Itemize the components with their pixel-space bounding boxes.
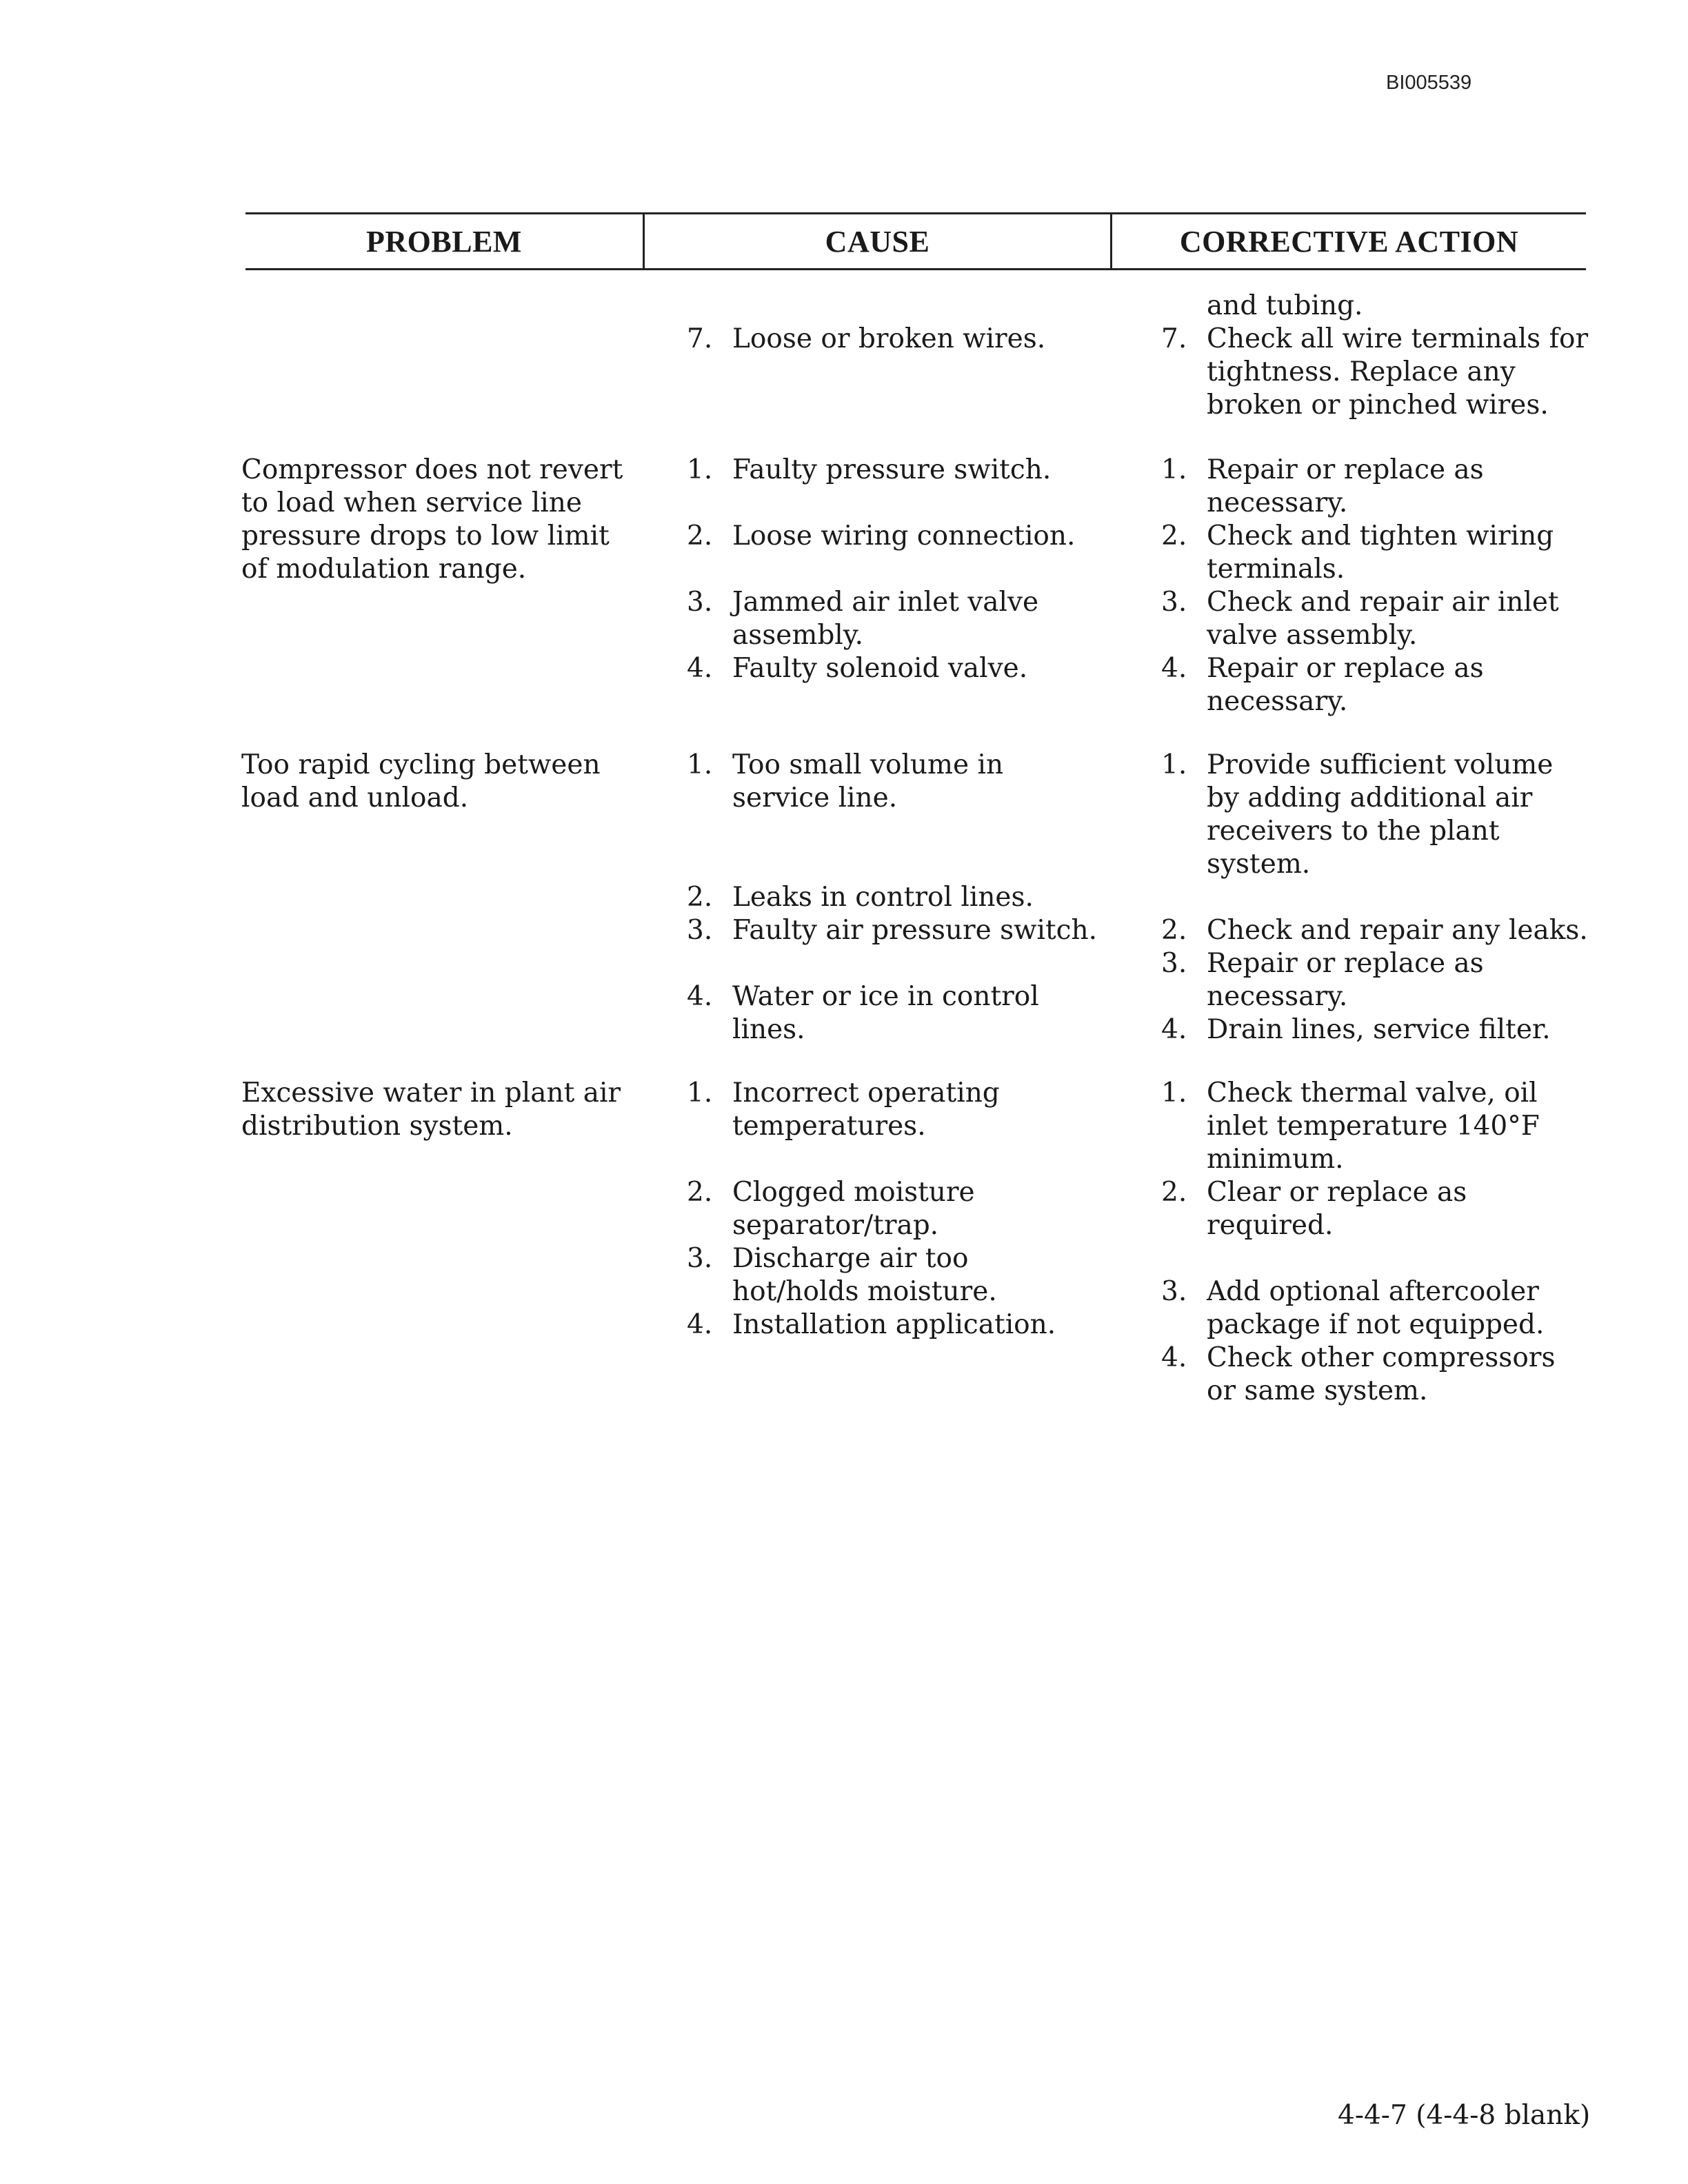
cause-item — [687, 520, 1101, 553]
action-item — [1161, 1176, 1589, 1242]
action-cell — [1161, 749, 1589, 1046]
cause-text: Faulty air pressure switch. — [732, 915, 1097, 946]
cause-item — [687, 1242, 1101, 1308]
cause-item — [687, 1077, 1101, 1143]
cause-number: 2. — [687, 882, 713, 913]
action-number: 4. — [1161, 1342, 1187, 1373]
cause-item — [687, 914, 1101, 947]
action-text: Repair or replace as necessary. — [1207, 948, 1484, 1012]
action-text: Clear or replace as required. — [1207, 1177, 1467, 1241]
cause-number: 4. — [687, 1309, 713, 1340]
action-item — [1161, 1077, 1589, 1176]
cause-text: Discharge air too hot/holds moisture. — [732, 1243, 997, 1307]
cause-number: 4. — [687, 981, 713, 1012]
cause-text: Clogged moisture separator/trap. — [732, 1177, 975, 1241]
cause-number: 3. — [687, 915, 713, 946]
cause-number: 2. — [687, 520, 713, 552]
action-item — [1161, 947, 1589, 1013]
header-problem: PROBLEM — [366, 225, 522, 259]
action-text: Repair or replace as necessary. — [1207, 454, 1484, 518]
cause-item — [687, 980, 1101, 1046]
action-text: Repair or replace as necessary. — [1207, 653, 1484, 717]
problem-cell: Compressor does not revert to load when service line pressure drops to low limit of modulation range. — [241, 454, 623, 585]
cause-item — [687, 749, 1101, 815]
cause-cell — [687, 1077, 1101, 1342]
cause-text: Water or ice in control lines. — [732, 981, 1039, 1045]
cause-text: Incorrect operating temperatures. — [732, 1078, 1000, 1142]
cause-number: 7. — [687, 323, 713, 354]
action-text: Add optional aftercooler package if not equipped. — [1207, 1276, 1545, 1340]
action-item — [1161, 1342, 1589, 1408]
action-number: 2. — [1161, 1177, 1187, 1208]
cause-text: Loose wiring connection. — [732, 520, 1076, 552]
action-item — [1161, 652, 1589, 718]
action-cell — [1161, 290, 1589, 422]
action-text: Check other compressors or same system. — [1207, 1342, 1556, 1406]
cause-item — [687, 323, 1101, 356]
action-number: 1. — [1161, 1078, 1187, 1109]
cause-item — [687, 652, 1101, 685]
action-cell — [1161, 454, 1589, 718]
cause-text: Too small volume in service line. — [732, 749, 1004, 813]
cause-number: 1. — [687, 1078, 713, 1109]
cause-number: 1. — [687, 454, 713, 485]
cause-item — [687, 1308, 1101, 1342]
cause-cell — [687, 749, 1101, 1046]
action-text: Check all wire terminals for tightness. Replace any broken or pinched wires. — [1207, 323, 1589, 421]
problem-cell: Too rapid cycling between load and unload. — [241, 749, 601, 813]
action-text: Provide sufficient volume by adding additional air receivers to the plant system. — [1207, 749, 1554, 880]
cause-item — [687, 881, 1101, 914]
action-number: 1. — [1161, 749, 1187, 780]
cause-cell — [687, 323, 1101, 356]
action-number: 1. — [1161, 454, 1187, 485]
cause-text: Leaks in control lines. — [732, 882, 1034, 913]
action-text: Check and repair air inlet valve assembly. — [1207, 587, 1559, 651]
table-header — [245, 212, 1586, 270]
cause-text: Faulty solenoid valve. — [732, 653, 1028, 684]
action-text: Check and tighten wiring terminals. — [1207, 520, 1554, 585]
header-cause: CAUSE — [825, 225, 930, 259]
cause-text: Installation application. — [732, 1309, 1056, 1340]
action-item — [1161, 323, 1589, 422]
action-item — [1161, 586, 1589, 652]
action-text: Check thermal valve, oil inlet temperature 140°F minimum. — [1207, 1078, 1540, 1175]
cause-cell — [687, 454, 1101, 685]
action-number: 2. — [1161, 520, 1187, 552]
cause-number: 2. — [687, 1177, 713, 1208]
cause-item — [687, 1176, 1101, 1242]
cause-item — [687, 454, 1101, 487]
action-continuation-text: and tubing. — [1207, 290, 1363, 321]
action-item — [1161, 749, 1589, 881]
action-cell — [1161, 1077, 1589, 1408]
action-number: 3. — [1161, 948, 1187, 979]
cause-number: 3. — [687, 587, 713, 618]
action-text: Check and repair any leaks. — [1207, 915, 1588, 946]
action-text: Drain lines, service filter. — [1207, 1014, 1551, 1045]
action-number: 7. — [1161, 323, 1187, 354]
action-item — [1161, 520, 1589, 586]
action-item — [1161, 914, 1589, 947]
page-number: 4-4-7 (4-4-8 blank) — [1338, 2100, 1591, 2131]
cause-number: 3. — [687, 1243, 713, 1274]
cause-text: Loose or broken wires. — [732, 323, 1046, 354]
action-number: 4. — [1161, 653, 1187, 684]
action-item — [1161, 454, 1589, 520]
cause-number: 1. — [687, 749, 713, 780]
problem-cell: Excessive water in plant air distribution system. — [241, 1078, 621, 1142]
action-number: 4. — [1161, 1014, 1187, 1045]
action-item — [1161, 1275, 1589, 1342]
action-item — [1161, 1013, 1589, 1046]
cause-text: Faulty pressure switch. — [732, 454, 1052, 485]
action-number: 3. — [1161, 1276, 1187, 1307]
cause-item — [687, 586, 1101, 652]
cause-number: 4. — [687, 653, 713, 684]
action-number: 2. — [1161, 915, 1187, 946]
header-corrective-action: CORRECTIVE ACTION — [1179, 225, 1519, 259]
document-id: BI005539 — [1386, 72, 1472, 94]
cause-text: Jammed air inlet valve assembly. — [732, 587, 1039, 651]
action-number: 3. — [1161, 587, 1187, 618]
